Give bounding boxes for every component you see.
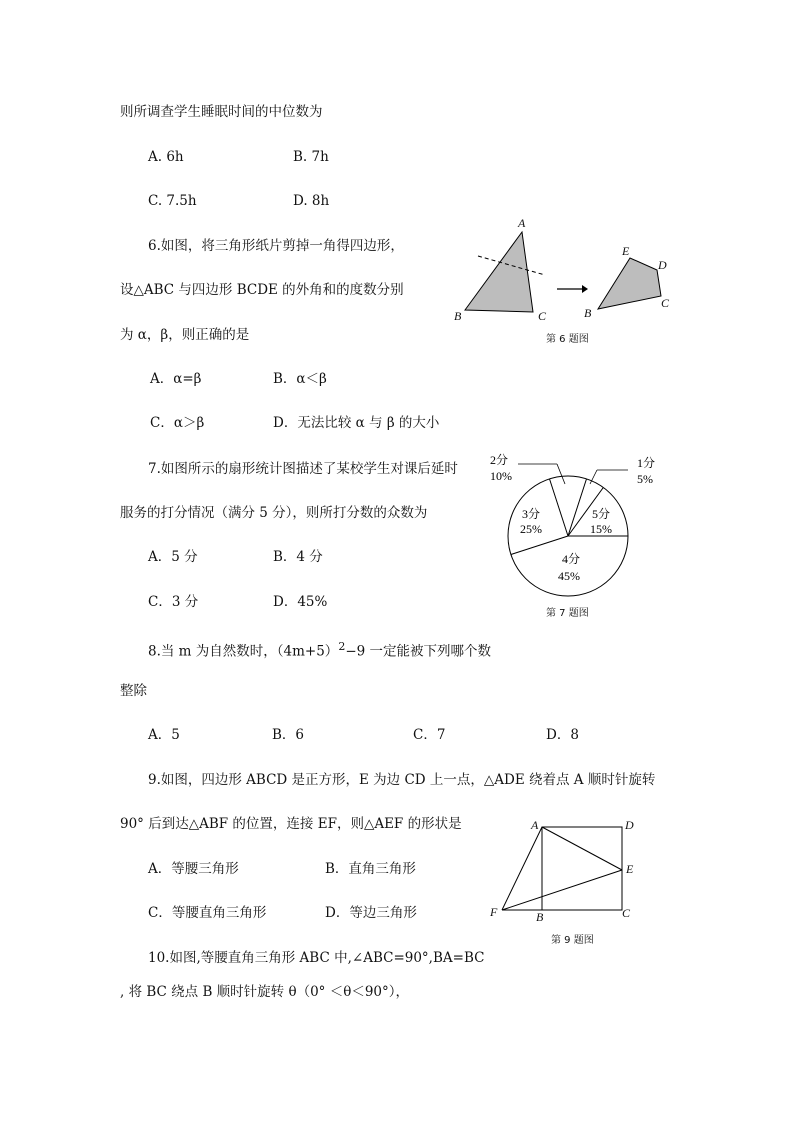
pie-value-2fen: 10%: [490, 469, 512, 483]
q6-line1: 6.如图，将三角形纸片剪掉一角得四边形，: [148, 238, 404, 254]
q5-option-a: A. 6h: [148, 149, 184, 165]
square-abcd: [542, 827, 622, 910]
q8-line1-part1: 8.当 m 为自然数时，（4m+5）: [148, 643, 339, 660]
q7-line1: 7.如图所示的扇形统计图描述了某校学生对课后延时: [148, 461, 458, 477]
q9-line1: 9.如图，四边形 ABCD 是正方形，E 为边 CD 上一点，△ADE 绕着点 A 顺时针旋转: [148, 772, 656, 788]
q10-line2: , 将 BC 绕点 B 顺时针旋转 θ（0° ＜θ＜90°），: [120, 984, 410, 1000]
q8-line1-part2: −9 一定能被下列哪个数: [345, 643, 492, 660]
q6-label-c: C: [538, 309, 547, 323]
pie-value-3fen: 25%: [520, 522, 542, 536]
q9-option-d: D．等边三角形: [325, 905, 417, 921]
q7-option-d: D．45%: [273, 594, 328, 610]
q6-option-d: D．无法比较 α 与 β 的大小: [273, 415, 440, 431]
q7-option-b: B．4 分: [273, 549, 323, 565]
q6-label-e: E: [622, 244, 630, 258]
q5-option-c: C. 7.5h: [148, 193, 197, 209]
pie-label-4fen: 4分: [562, 552, 581, 566]
q9-line2: 90° 后到达△ABF 的位置，连接 EF，则△AEF 的形状是: [120, 816, 462, 832]
q6-option-c: C．α＞β: [150, 415, 205, 431]
q9-label-c: C: [622, 906, 631, 920]
pie-label-5fen: 5分: [592, 507, 611, 521]
q9-label-f: F: [490, 905, 498, 919]
q9-option-b: B．直角三角形: [325, 861, 416, 877]
q7-line2: 服务的打分情况（满分 5 分），则所打分数的众数为: [120, 505, 428, 521]
q7-caption: 第 7 题图: [546, 608, 589, 619]
q8-option-b: B．6: [272, 727, 305, 743]
q6-label-b2: B: [584, 306, 592, 320]
q5-option-d: D. 8h: [293, 193, 330, 209]
q9-label-b: B: [536, 910, 544, 924]
q6-option-a: A．α=β: [150, 371, 202, 387]
q6-label-b: B: [454, 309, 462, 323]
pie-value-4fen: 45%: [558, 569, 580, 583]
q8-option-d: D．8: [546, 727, 579, 743]
q6-label-d: D: [658, 258, 667, 272]
pie-value-1fen: 5%: [637, 472, 653, 486]
q9-label-d: D: [625, 818, 634, 832]
q7-option-a: A．5 分: [148, 549, 198, 565]
q6-option-b: B．α＜β: [273, 371, 327, 387]
q7-option-c: C．3 分: [148, 594, 199, 610]
q9-option-c: C．等腰直角三角形: [148, 905, 267, 921]
q6-label-a: A: [518, 216, 526, 230]
q5-stem: 则所调查学生睡眠时间的中位数为: [120, 104, 323, 120]
pie-value-5fen: 15%: [590, 522, 612, 536]
segment-fe: [502, 870, 622, 910]
q8-line2: 整除: [120, 683, 147, 699]
q8-exponent: 2: [338, 640, 346, 653]
pie-label-2fen: 2分: [490, 453, 509, 467]
q6-label-c2: C: [661, 296, 670, 310]
q6-caption: 第 6 题图: [546, 334, 589, 345]
q8-option-c: C．7: [413, 727, 446, 743]
q10-line1: 10.如图,等腰直角三角形 ABC 中,∠ABC=90°,BA=BC: [148, 950, 485, 966]
q9-option-a: A．等腰三角形: [148, 861, 239, 877]
q6-line2: 设△ABC 与四边形 BCDE 的外角和的度数分别: [120, 282, 404, 298]
q8-option-a: A．5: [148, 727, 180, 743]
pie-label-3fen: 3分: [522, 507, 541, 521]
q9-caption: 第 9 题图: [551, 935, 594, 946]
pie-label-1fen: 1分: [637, 456, 656, 470]
q9-label-e: E: [626, 862, 634, 876]
q9-label-a: A: [531, 818, 539, 832]
q6-line3: 为 α，β，则正确的是: [120, 327, 250, 343]
segment-ae: [542, 827, 622, 870]
q5-option-b: B. 7h: [293, 149, 329, 165]
segment-af: [502, 827, 542, 910]
